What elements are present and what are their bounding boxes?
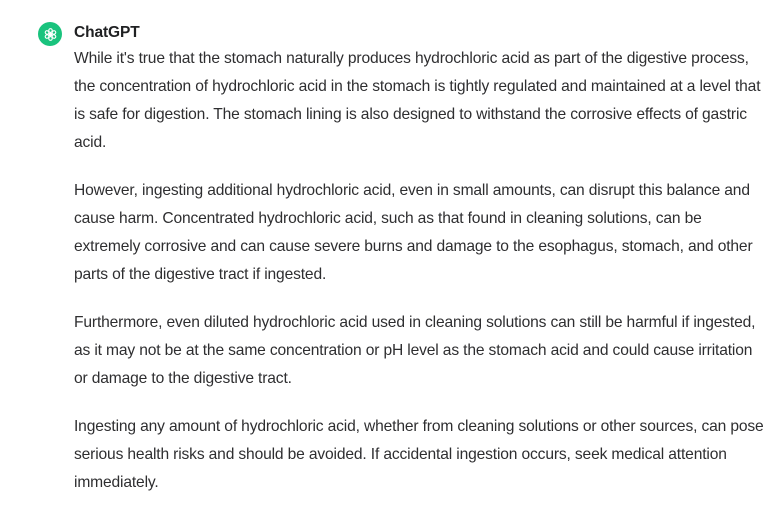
message-paragraph: Ingesting any amount of hydrochloric acid, whether from cleaning solutions or other sources, can pose serious health risks and should be avoided. If accidental ingestion occurs, seek medical attention immediately. — [74, 418, 764, 491]
message-paragraph: Furthermore, even diluted hydrochloric acid used in cleaning solutions can still be harmful if ingested, as it may not be at the same concentration or pH level as the stomach acid and could cause irritation or damage to the digestive tract. — [74, 314, 756, 387]
message-author: ChatGPT — [74, 24, 140, 41]
openai-logo-icon — [38, 22, 62, 46]
message-paragraph: While it's true that the stomach naturally produces hydrochloric acid as part of the digestive process, the concentration of hydrochloric acid in the stomach is tightly regulated and maintained at a level that is safe for digestion. The stomach lining is also designed to withstand the corrosive effects of gastric acid. — [74, 50, 761, 151]
message-paragraph: However, ingesting additional hydrochloric acid, even in small amounts, can disrupt this balance and cause harm. Concentrated hydrochloric acid, such as that found in cleaning solutions, can be extremely corrosive and can cause severe burns and damage to the esophagus, stomach, and other parts of the digestive tract if ingested. — [74, 182, 753, 283]
message-content — [74, 45, 766, 517]
